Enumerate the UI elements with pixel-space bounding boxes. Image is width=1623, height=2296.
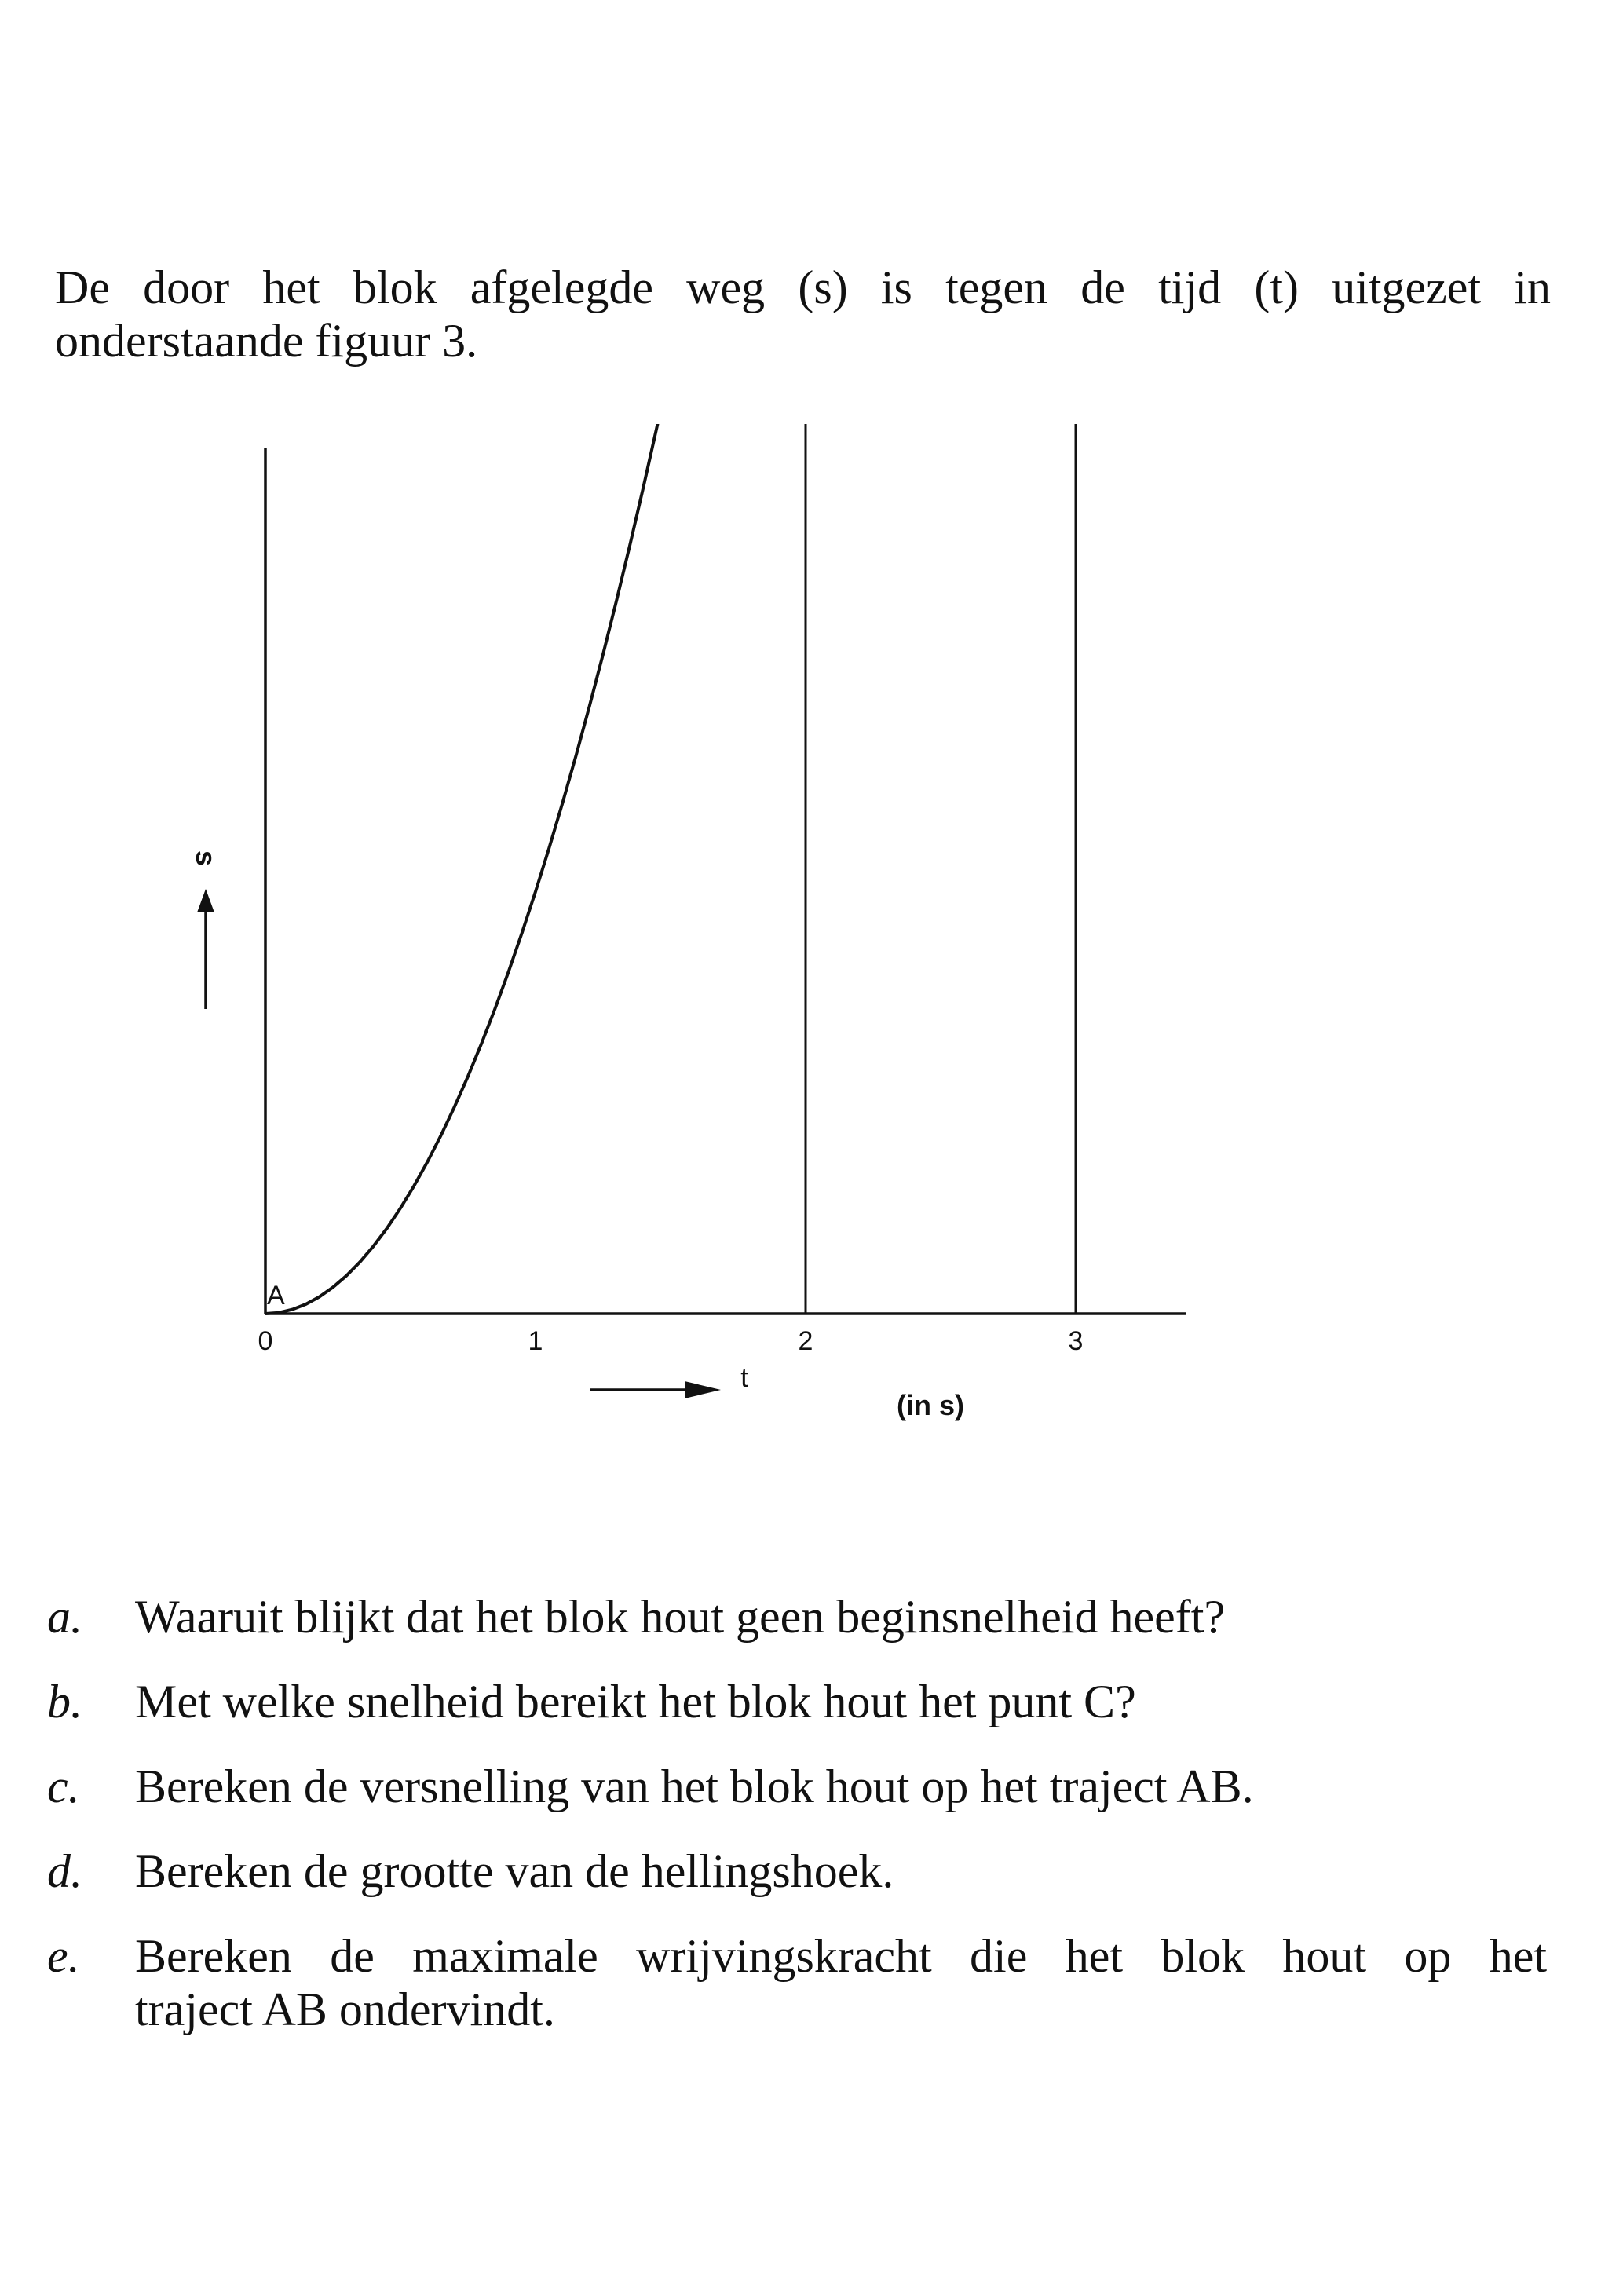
chart-plot bbox=[190, 424, 1186, 1421]
question-d bbox=[47, 1844, 1547, 1898]
intro-line-1: De door het blok afgelegde weg (s) is tegen de tijd (t) uitgezet in bbox=[55, 261, 1551, 313]
x-tick-label: 3 bbox=[1068, 1326, 1084, 1356]
question-c bbox=[47, 1760, 1547, 1813]
question-text: Waaruit blijkt dat het blok hout geen beginsnelheid heeft? bbox=[135, 1591, 1226, 1643]
question-text: Bereken de versnelling van het blok hout op het traject AB. bbox=[135, 1760, 1254, 1812]
x-arrow-head bbox=[685, 1381, 721, 1398]
question-letter: d. bbox=[47, 1845, 82, 1897]
y-arrow-head bbox=[197, 889, 214, 912]
x-tick-label: 0 bbox=[258, 1326, 273, 1356]
x-axis-label: t bbox=[740, 1363, 748, 1393]
question-letter: e. bbox=[47, 1930, 80, 1982]
series-line bbox=[265, 424, 1076, 1314]
figure-3-graph bbox=[0, 424, 1623, 1445]
question-e bbox=[47, 1929, 1547, 2036]
question-text: Met welke snelheid bereikt het blok hout het punt C? bbox=[135, 1676, 1136, 1727]
question-text: Bereken de maximale wrijvingskracht die het blok hout op het bbox=[135, 1930, 1547, 1982]
intro-text bbox=[55, 261, 1551, 367]
question-text: Bereken de grootte van de hellingshoek. bbox=[135, 1845, 894, 1897]
y-axis-label: s bbox=[190, 850, 222, 867]
question-text-continued: traject AB ondervindt. bbox=[135, 1983, 555, 2035]
question-list bbox=[47, 1590, 1547, 2036]
x-tick-label: 2 bbox=[798, 1326, 813, 1356]
x-tick-label: 1 bbox=[528, 1326, 543, 1356]
question-letter: b. bbox=[47, 1676, 82, 1727]
intro-line-2: onderstaande figuur 3. bbox=[55, 315, 478, 367]
question-letter: a. bbox=[47, 1591, 82, 1643]
question-a bbox=[47, 1590, 1547, 1643]
question-b bbox=[47, 1675, 1547, 1728]
x-unit-label: (in s) bbox=[897, 1389, 964, 1421]
point-label-a: A bbox=[267, 1281, 285, 1311]
question-letter: c. bbox=[47, 1760, 80, 1812]
